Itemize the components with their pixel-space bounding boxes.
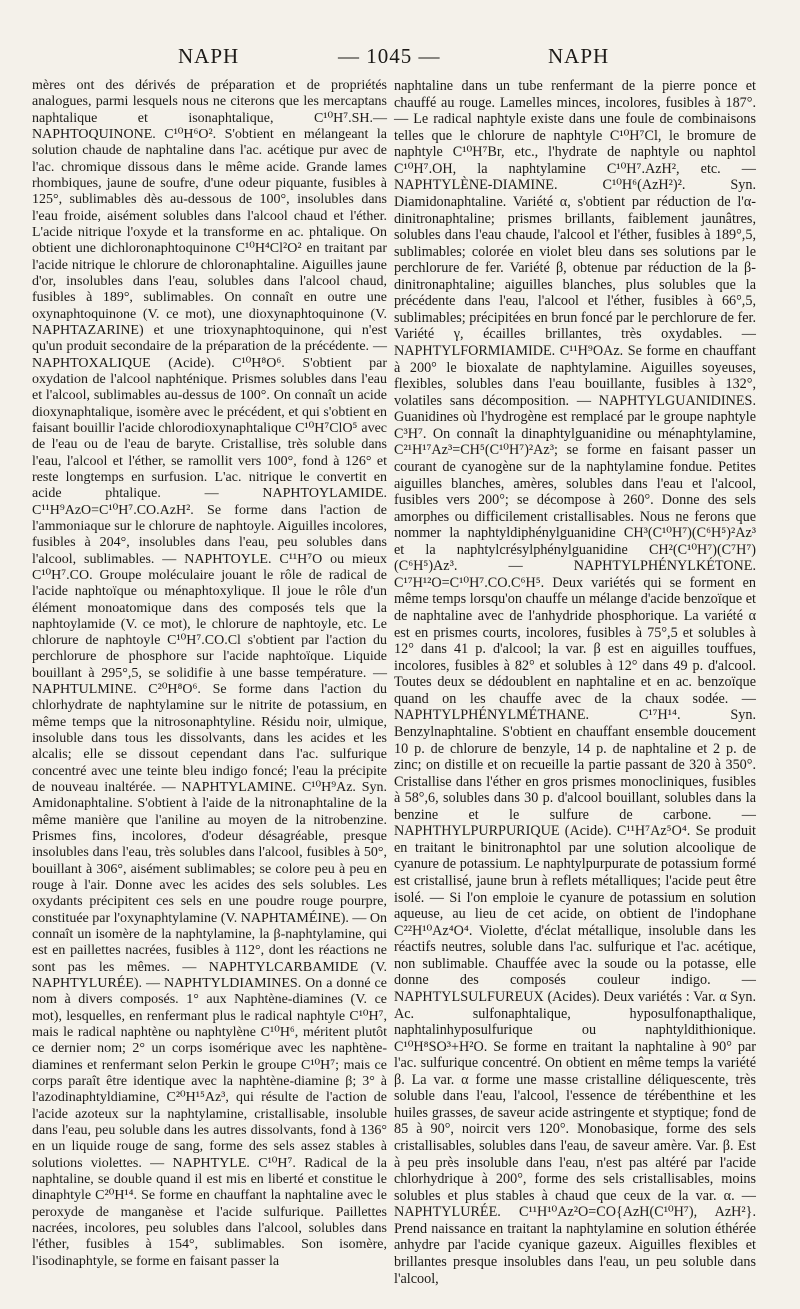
left-column <box>32 78 387 1270</box>
page-number: — 1045 — <box>338 44 441 68</box>
running-head-left: NAPH <box>178 44 240 68</box>
right-column-text: naphtaline dans un tube renfermant de la pierre ponce et chauffé au rouge. Lamelles minces, incolores, fusibles à 187°. — Le radical naphtyle existe dans une foule de combinaisons telles que le chlorure de naphtyle C¹⁰H⁷Cl, le bromure de naphtyle C¹⁰H⁷Br, etc., l'hydrate de naphtyle ou naphtol C¹⁰H⁷.OH, la naphtylamine C¹⁰H⁷.AzH², etc. — NAPHTYLÈNE-DIAMINE. C¹⁰H⁶(AzH²)². Syn. Diamidonaphtaline. Variété α, s'obtient par réduction de l'α-dinitronaphtaline; prismes brillants, faiblement jaunâtres, solubles dans l'eau chaude, l'alcool et l'éther, fusibles à 189°,5, sublimables; colorée en violet bleu dans ses solutions par le perchlorure de fer. Variété β, obtenue par réduction de la β-dinitronaphtaline; aiguilles blanches, plus solubles que la précédente dans l'eau, l'alcool et l'éther, fusibles à 66°,5, sublimables; précipitées en brun foncé par le perchlorure de fer. Variété γ, écailles brillantes, très oxydables. — NAPHTYLFORMIAMIDE. C¹¹H⁹OAz. Se forme en chauffant à 200° le bioxalate de naphtylamine. Aiguilles soyeuses, flexibles, solubles dans l'eau bouillante, fusibles à 132°, volatiles sans décomposition. — NAPHTYLGUANIDINES. Guanidines où l'hydrogène est remplacé par le groupe naphtyle C³H⁷. On connaît la dinaphtylguanidine ou ménaphtylamine, C²¹H¹⁷Az³=CH⁵(C¹⁰H⁷)²Az³; se forme en faisant passer un courant de cyanogène sur de la naphtylamine fondue. Petites aiguilles blanches, amères, solubles dans l'eau et l'alcool, fusibles vers 200°; se décompose à 260°. Donne des sels amorphes ou difficilement cristallisables. Nous ne ferons que nommer la naphtyldiphénylguanidine CH³(C¹⁰H⁷)(C⁶H⁵)²Az³ et la naphtylcrésylphénylguanidine CH²(C¹⁰H⁷)(C⁷H⁷)(C⁶H⁵)Az³. — NAPHTYLPHÉNYLKÉTONE. C¹⁷H¹²O=C¹⁰H⁷.CO.C⁶H⁵. Deux variétés qui se forment en même temps lorsqu'on chauffe un mélange d'acide benzoïque et de naphtaline avec de l'anhydride phosphorique. La variété α est en prismes courts, incolores, fusibles à 75°,5 et solubles à 12° dans 41 p. d'alcool; la var. β est en aiguilles touffues, incolores, fusibles à 82° et solubles à 12° dans 49 p. d'alcool. Toutes deux se dédoublent en naphtaline et en ac. benzoïque quand on les chauffe avec de la chaux sodée. — NAPHTYLPHÉNYLMÉTHANE. C¹⁷H¹⁴. Syn. Benzylnaphtaline. S'obtient en chauffant ensemble doucement 10 p. de chlorure de benzyle, 14 p. de naphtaline et 2 p. de zinc; on distille et on recueille la partie passant de 320 à 350°. Cristallise dans l'éther en gros prismes monocliniques, fusibles à 58°,6, solubles dans 30 p. d'alcool bouillant, solubles dans la benzine et le sulfure de carbone. — NAPHTHYLPURPURIQUE (Acide). C¹¹H⁷Az⁵O⁴. Se produit en traitant le binitronaphtol par une solution alcoolique de cyanure de potassium. Le naphtylpurpurate de potassium formé est cristallisé, jaune brun à reflets métalliques; l'acide peut être isolé. — Si l'on emploie le cyanure de potassium en solution aqueuse, au lieu de cet acide, on obtient de l'indophane C²²H¹⁰Az⁴O⁴. Violette, d'éclat métallique, insoluble dans les réactifs neutres, soluble dans l'ac. sulfurique et l'ac. acétique, non sublimable. Chauffée avec la soude ou la potasse, elle donne des composés couleur indigo. — NAPHTYLSULFUREUX (Acides). Deux variétés : Var. α Syn. Ac. sulfonaphtalique, hyposulfonapthalique, naphtalinhyposulfurique ou naphtyldithionique. C¹⁰H⁸SO³+H²O. Se forme en traitant la naphtaline à 90° par l'ac. sulfurique concentré. On obtient en même temps la variété β. La var. α forme une masse cristalline déliquescente, très soluble dans l'eau, l'alcool, l'essence de térébenthine et les huiles grasses, de saveur acide astringente et styptique; fond de 85 à 90°, noircit vers 120°. Monobasique, forme des sels cristallisables, solubles dans l'eau, de saveur amère. Var. β. Est à peu près insoluble dans l'eau, n'est pas altéré par l'acide chlorhydrique à 200°, forme des sels cristallisables, moins solubles et plus stables à chaud que ceux de la var. α. — NAPHTYLURÉE. C¹¹H¹⁰Az²O=CO{AzH(C¹⁰H⁷), AzH²}. Prend naissance en traitant la naphtylamine en solution éthérée anhydre par l'acide cyanique gazeux. Aiguilles flexibles et brillantes presque insolubles dans l'eau, un peu soluble dans l'alcool, <box>394 78 756 1287</box>
page-header <box>0 44 800 74</box>
right-column <box>394 78 756 1287</box>
left-column-text: mères ont des dérivés de préparation et de propriétés analogues, parmi lesquels nous ne citerons que les mercaptans naphtalique et isonaphtalique, C¹⁰H⁷.SH.— NAPHTOQUINONE. C¹⁰H⁶O². S'obtient en mélangeant la solution chaude de naphtaline dans l'ac. acétique pur avec de l'ac. chromique dissous dans le même acide. Grande lames rhombiques, jaune de soufre, d'une odeur piquante, fusibles à 125°, sublimables dès au-dessous de 100°, insolubles dans l'eau froide, aisément solubles dans l'alcool chaud et l'éther. L'acide nitrique l'oxyde et la transforme en ac. phtalique. On obtient une dichloronaphtoquinone C¹⁰H⁴Cl²O² en traitant par l'acide nitrique le chlorure de chloronaphtaline. Aiguilles jaune d'or, insolubles dans l'eau, solubles dans l'alcool chaud, fusibles à 189°, sublimables. On connaît en outre une oxynaphtoquinone (V. ce mot), une dioxynaphtoquinone (V. NAPHTAZARINE) et une trioxynaphtoquinone, qui n'est qu'un produit secondaire de la préparation de la précédente. — NAPHTOXALIQUE (Acide). C¹⁰H⁸O⁶. S'obtient par oxydation de l'alcool naphténique. Prismes solubles dans l'eau et l'alcool, sublimables au-dessus de 100°. On connaît un acide dioxynaphtalique, isomère avec le précédent, et qui s'obtient en faisant bouillir l'acide chlorodioxynaphtalique C¹⁰H⁷ClO⁵ avec de l'eau ou de l'eau de baryte. Cristallise, très soluble dans l'eau, l'alcool et l'éther, se ramollit vers 100°, fond à 126° et reste longtemps en surfusion. L'ac. nitrique le convertit en acide phtalique. — NAPHTOYLAMIDE. C¹¹H⁹AzO=C¹⁰H⁷.CO.AzH². Se forme dans l'action de l'ammoniaque sur le chlorure de naphtoyle. Aiguilles incolores, fusibles à 204°, insolubles dans l'eau, peu solubles dans l'alcool, sublimables. — NAPHTOYLE. C¹¹H⁷O ou mieux C¹⁰H⁷.CO. Groupe moléculaire jouant le rôle de radical de l'acide naphtoïque ou ménaphtoxylique. Il joue le rôle d'un élément monoatomique dans des composés tels que la naphtoylamide (V. ce mot), le chlorure de naphtoyle, etc. Le chlorure de naphtoyle C¹⁰H⁷.CO.Cl s'obtient par l'action du perchlorure de phosphore sur l'acide naphtoïque. Liquide bouillant à 295°,5, se solidifie à une basse température. — NAPHTULMINE. C²⁰H⁸O⁶. Se forme dans l'action du chlorhydrate de naphtylamine sur le nitrite de potassium, en même temps que la nitrosonaphtyline. Résidu noir, ulmique, insoluble dans tous les dissolvants, dans les acides et les alcalis; elle se dissout cependant dans l'ac. sulfurique concentré avec une teinte bleu indigo foncé; l'eau la précipite de nouveau inaltérée. — NAPHTYLAMINE. C¹⁰H⁹Az. Syn. Amidonaphtaline. S'obtient à l'aide de la nitronaphtaline de la même manière que l'aniline au moyen de la nitrobenzine. Prismes fins, incolores, d'odeur désagréable, presque insolubles dans l'eau, très solubles dans l'alcool, fusibles à 50°, bouillant à 306°, aisément sublimables; se colore peu à peu en rouge à l'air. Donne avec les acides des sels solubles. Les oxydants précipitent ces sels en une poudre rouge pourpre, constituée par l'oxynaphtylamine (V. NAPHTAMÉINE). — On connaît un isomère de la naphtylamine, la β-naphtylamine, qui est en paillettes nacrées, fusibles à 112°, dont les réactions ne sont pas les mêmes. — NAPHTYLCARBAMIDE (V. NAPHTYLURÉE). — NAPHTYLDIAMINES. On a donné ce nom à divers composés. 1° aux Naphtène-diamines (V. ce mot), lesquelles, en renfermant plus le radical naphtyle C¹⁰H⁷, mais le radical naphtène ou naphtylène C¹⁰H⁶, méritent plutôt ce dernier nom; 2° un corps isomérique avec les naphtène-diamines et renfermant selon Perkin le groupe C¹⁰H⁷; mais ce corps paraît être identique avec la naphtène-diamine β; 3° à l'azodinaphtyldiamine, C²⁰H¹⁵Az³, qui résulte de l'action de l'acide azoteux sur la naphtylamine, cristallisable, insoluble dans l'eau, peu soluble dans les autres dissolvants, fond à 136° en un liquide rouge de sang, forme des sels assez stables à solutions violettes. — NAPHTYLE. C¹⁰H⁷. Radical de la naphtaline, se double quand il est mis en liberté et constitue le dinaphtyle C²⁰H¹⁴. Se forme en chauffant la naphtaline avec le peroxyde de manganèse et l'acide sulfurique. Paillettes nacrées, incolores, peu solubles dans l'alcool, solubles dans l'éther, fusibles à 154°, sublimables. Son isomère, l'isodinaphtyle, se forme en faisant passer la <box>32 78 387 1269</box>
running-head-right: NAPH <box>548 44 610 68</box>
